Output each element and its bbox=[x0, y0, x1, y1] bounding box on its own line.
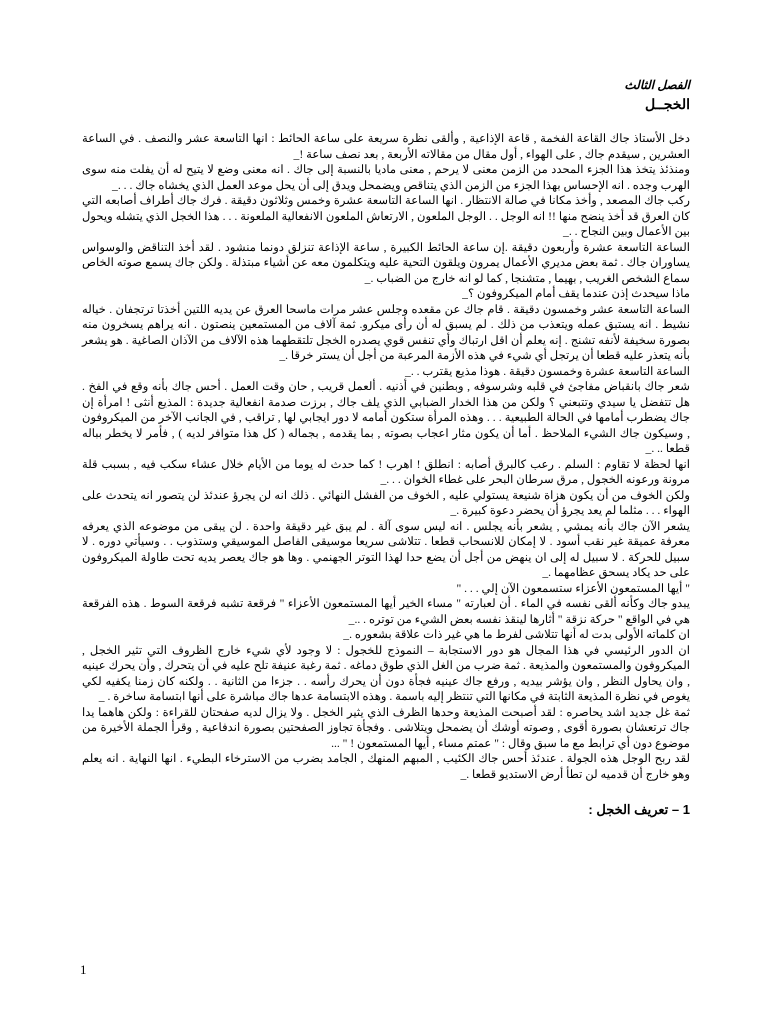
paragraph: يشعر الآن جاك بأنه يمشي , يشعر بأنه يجلس . انه ليس سوى آلة . لم يبق غير دقيقة واحدة . لن يبقى من موضوعه الذي يعرفه معرفة عميقة غير نقب أسود . لا إمكان للانسحاب قطعا . تتلاشى سريعا موسيقى الفاصل الموسيقي وستذوب . . وسيأتي دوره . لا سبيل للحركة . لا سبيل له إلى ان ينهض من أجل أن يضع حدا لهذا التوتر الجهنمي . وها هو جاك يعصر يديه تحت طاولة الميكروفون على حد يكاد يسحق عظامهما ._ bbox=[82, 519, 690, 579]
page-number: 1 bbox=[80, 962, 87, 977]
paragraph: " أيها المستمعون الأعزاء ستسمعون الآن إلي . . . " bbox=[456, 581, 690, 595]
chapter-label: الفصل الثالث bbox=[624, 78, 690, 92]
section-heading: 1 – تعريف الخجل : bbox=[588, 802, 690, 817]
paragraph: الساعة التاسعة عشرة وخمسون دقيقة . هوذا مذيع يقترب . ._ bbox=[405, 364, 690, 378]
paragraph: ان كلماته الأولى بدت له أنها تتلاشى لفرط ما هي غير ذات علاقة بشعوره ._ bbox=[343, 628, 690, 641]
document-page bbox=[82, 78, 690, 1018]
paragraph: يبدو جاك وكأنه ألقى نفسه في الماء . أن لعبارته " مساء الخير أيها المستمعون الأعزاء " فرقعة تشبه فرقعة السوط . هذه الفرقعة هي في الواقع " حركة نزقة " أثارها لينقذ نفسه بعض الشيء من توتره . .._ bbox=[82, 597, 690, 626]
paragraph: ثمة غل جديد اشد يحاصره : لقد أصبحت المذيعة وحدها الظرف الذي يثير الخجل . ولا يزال لديه صفحتان للقراءة : ولكن هاهما يدا جاك ترتعشان بصورة أقوى , وصوته أوشك أن يضمحل ويتلاشى . وفجأة تجاوز الصفحتين بصورة اندفاعية , وقرأ الجملة الأخيرة من موضوع دون أي ترابط مع ما سبق وقال : " عمتم مساء , أيها المستمعون ! " ... bbox=[82, 705, 690, 750]
paragraph: ركب جاك المصعد , وأخذ مكانا في صالة الانتظار . انها الساعة التاسعة عشرة وخمس وثلاثون دقيقة . فرك جاك أطراف أصابعه التي كان العرق قد أخذ ينضح منها !! انه الوجل . . الوجل الملعون , الارتعاش الملعون الانفعالية الملعونة . . . هذا الخجل الذي يتشله ويحول بين الأعمال وبين النجاح . ._ bbox=[82, 194, 690, 238]
body-text bbox=[82, 131, 690, 782]
paragraph: انها لحظة لا تقاوم : السلم . رعب كالبرق أصابه : انطلق ! اهرب ! كما حدث له يوما من الأيام خلال عشاء سكب فيه , بسبب قلة مرونة ورعونه الخجول , مرق سرطان البحر على غطاء الخوان . . ._ bbox=[82, 457, 690, 486]
paragraph: ان الدور الرئيسي في هذا المجال هو دور الاستجابة – النموذج للخجول : لا وجود لأي شيء خارج الظروف التي تثير الخجل , الميكروفون والمستمعون والمذيعة . ثمة ضرب من الغل الذي طوق دماغه . ثمة رغبة عنيفة تلح عليه في أن يتحرك , وأن يحرك عينيه , وان يحاول النظر , وان يؤشر بيديه , ورفع جاك عينيه فجأة دون أن يحرك رأسه . . جزءا من الثانية . . ولكنه كان زمنا يكفيه لكي يغوص في نظرة المذيعة الثابتة في مكانها التي تنتظر إليه باسمة . وهذه الابتسامة عدها جاك مباشرة على أنها ابتسامة ساخرة . _ bbox=[82, 643, 690, 703]
paragraph: دخل الأستاذ جاك القاعة الفخمة , قاعة الإذاعية , وألقى نظرة سريعة على ساعة الحائط : انها التاسعة عشر والنصف . في الساعة العشرين , سيقدم جاك , على الهواء , أول مقال من مقالاته الأربعة , بعد نصف ساعة !_ bbox=[82, 132, 690, 161]
paragraph: ماذا سيحدث إذن عندما يقف أمام الميكروفون ؟_ bbox=[462, 287, 690, 300]
chapter-title: الخجــل bbox=[644, 96, 690, 112]
paragraph: الساعة التاسعة عشرة وأربعون دقيقة .إن ساعة الحائط الكبيرة , ساعة الإذاعة تنزلق دونما منشود . لقد أخذ التناقض والوسواس يساوران جاك . ثمة بعض مديري الأعمال يمرون ويلقون التحية عليه ويتكلمون معه عن أشياء مبتذلة . ولكن جاك يسمع صوته الخاص سماع الشخص الغريب , بهيما , متشنجا , كما لو انه خارج من الضباب ._ bbox=[82, 240, 690, 285]
paragraph: ومنذئذ يتخذ هذا الجزء المحدد من الزمن معنى لا يرحم , معنى ماديا بالنسبة إلى جاك . انه معنى وضع لا يتيح له أن يفلت منه سوى الهرب وجده . انه الإحساس بهذا الجزء من الزمن الذي يتناقص ويضمحل ويدق إلى أن يحل موعد العمل الذي يخشاه جاك . . ._ bbox=[82, 163, 690, 192]
paragraph: شعر جاك بانقباض مفاجئ في قلبه وشرسوفه , وبطنين في أذنيه . ألعمل قريب , حان وقت العمل . أحس جاك بأنه وقع في الفخ . هل تتفضل يا سيدي وتتبعني ؟ ولكن من هذا الخدار الضبابي الذي يلف جاك , برزت صدمة انفعالية جديدة : المذيع أنثى ! امرأة إن جاك يضطرب أمامها في الحالة الطبيعية . . . وهذه المرأة ستكون أمامه لا دور ايجابي لها , تراقب , في الجانب الآخر من الميكروفون , وسيكون جاك الشيء الملاحظ . أما أن يكون مثار اعجاب بصوته , بما يقدمه , بجماله ( كل هذا متوافر لديه ) , فأمر لا يخطر بباله قطعا .. ._ bbox=[82, 380, 690, 455]
paragraph: الساعة التاسعة عشر وخمسون دقيقة . قام جاك عن مقعده وجلس عشر مرات ماسحا العرق عن يديه اللتين أخذتا ترتجفان . خياله نشيط . انه يستبق عمله ويتعذب من ذلك . لم يسبق له أن رأى ميكرو. ثمة آلاف من المستمعين ينصتون . انه يراهم يسخرون منه بصورة سخيفة لأنفه تشنج . إنه يعلم أن اقل ارتباك وأي تنفس قوي يصدره الخجل تلتقطهما هذه الآلاف من الآذان الصاغية . هو يشعر بأنه يتعذر عليه قطعا أن يرتجل أي شيء في هذه الأزمة المرعبة من أجل أن يستر خرقا ._ bbox=[82, 302, 690, 362]
paragraph: ولكن الخوف من أن يكون هزاة شنيعة يستولي عليه , الخوف من الفشل النهائي . ذلك انه لن يجرؤ عندئذ لن يتصور انه يتحدث على الهواء . . . مثلما لم يعد يجرؤ أن يحضر دعوة كبيرة ._ bbox=[82, 488, 690, 517]
paragraph: لقد ربح الوجل هذه الجولة . عندئذ أحس جاك الكئيب , المبهم المنهك , الجامد بضرب من الاسترخاء البطيء . انها النهاية . انه يعلم وهو خارج أن قدميه لن تطأ أرض الاستديو قطعا ._ bbox=[82, 752, 690, 781]
